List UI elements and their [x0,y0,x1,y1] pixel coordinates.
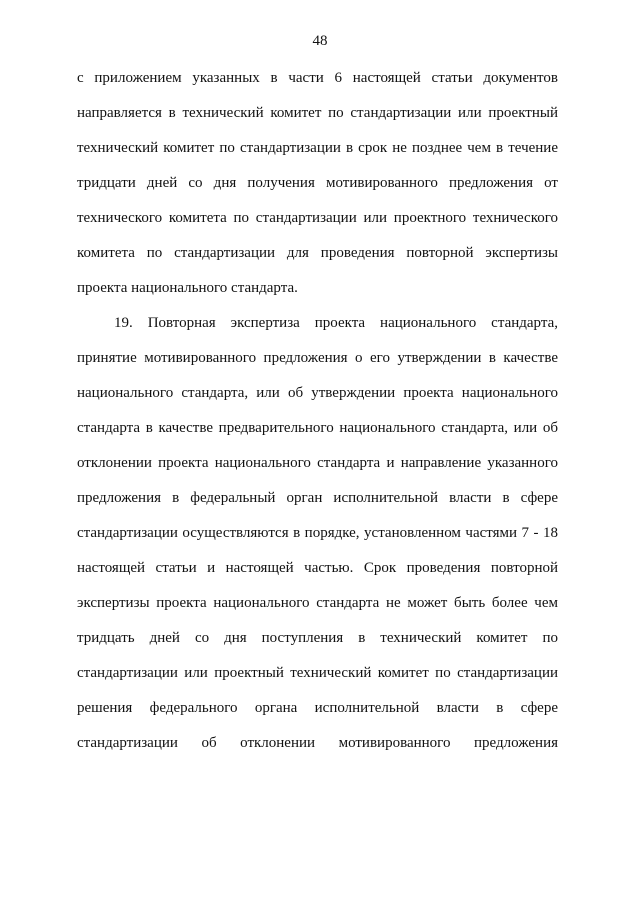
text-line: проекта национального стандарта. [77,280,298,296]
page-number: 48 [312,33,328,49]
text-line: принятие мотивированного предложения о его утверждении в качестве [77,350,558,366]
text-line: стандартизации об отклонении мотивированного предложения [77,735,558,751]
text-line: тридцати дней со дня получения мотивированного предложения от [77,175,558,191]
text-line: технического комитета по стандартизации или проектного технического [77,210,558,226]
text-line: направляется в технический комитет по стандартизации или проектный [77,105,558,121]
text-line: комитета по стандартизации для проведения повторной экспертизы [77,245,558,261]
text-line: национального стандарта, или об утверждении проекта национального [77,385,558,401]
text-line: предложения в федеральный орган исполнительной власти в сфере [77,490,558,506]
text-line: стандартизации осуществляются в порядке, установленном частями 7 - 18 [77,525,558,541]
text-line: стандарта в качестве предварительного национального стандарта, или об [77,420,558,436]
text-line: с приложением указанных в части 6 настоящей статьи документов [77,70,558,86]
text-line: настоящей статьи и настоящей частью. Срок проведения повторной [77,560,558,576]
text-line: решения федерального органа исполнительной власти в сфере [77,700,558,716]
text-line: стандартизации или проектный технический комитет по стандартизации [77,665,558,681]
text-line: отклонении проекта национального стандарта и направление указанного [77,455,558,471]
text-line: экспертизы проекта национального стандарта не может быть более чем [77,595,558,611]
text-line: тридцать дней со дня поступления в технический комитет по [77,630,558,646]
text-line: 19. Повторная экспертиза проекта национального стандарта, [114,315,558,331]
text-line: технический комитет по стандартизации в срок не позднее чем в течение [77,140,558,156]
